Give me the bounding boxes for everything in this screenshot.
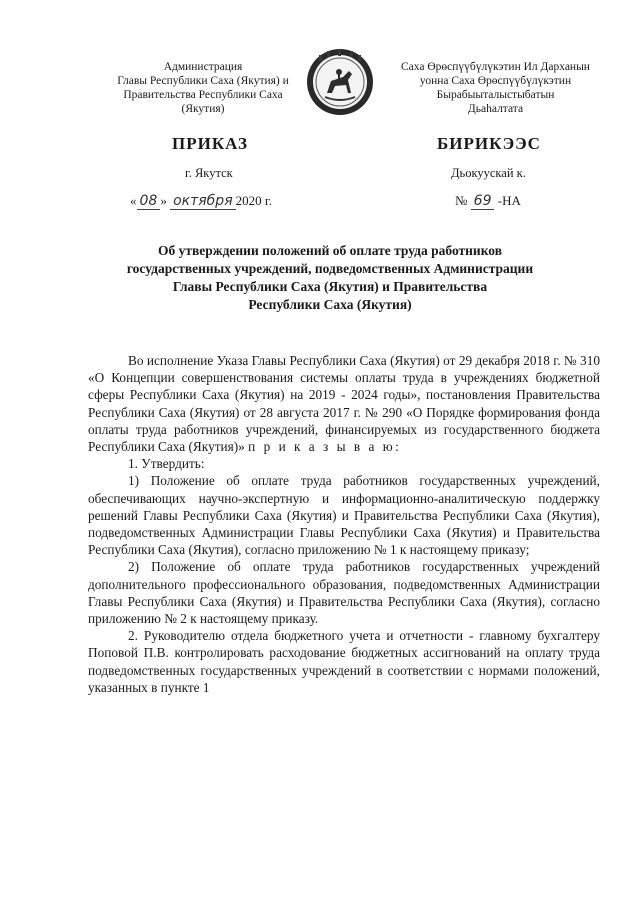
document-title (110, 242, 550, 314)
item-1-1: 1) Положение об оплате труда работников государственных учреждений, обеспечивающих научно-экспертную и информационно-аналитическую поддержку решений Главы Республики Саха (Якутия) и Правительства Республики Саха (Якутия), подведомственных Администрации Главы Республики Саха (Якутия) и Правительства Республики Саха (Якутия), согласно приложению № 1 к настоящему приказу; (88, 473, 600, 558)
header-org-sah-line: Саха Өрөспүүбүлүкэтин Ил Дарханын (401, 61, 590, 73)
header-org-ru-line: (Якутия) (181, 103, 225, 115)
emblem-icon (305, 47, 375, 117)
city-sah: Дьокуускай к. (451, 166, 526, 180)
date-day-handwritten: 08 (137, 193, 161, 210)
document-title-line: государственных учреждений, подведомственных Администрации (126, 261, 534, 276)
header-org-sah (388, 60, 603, 116)
date-month-handwritten: октября (170, 193, 236, 210)
document-body (88, 352, 600, 696)
header-org-ru (108, 60, 298, 116)
order-number (455, 193, 521, 210)
header-org-sah-line: уонна Саха Өрөспүүбүлүкэтин (419, 75, 572, 87)
item-2: 2. Руководителю отдела бюджетного учета и отчетности - главному бухгалтеру Поповой П.В. контролировать расходование бюджетных ассигнований на оплату труда подведомственных государственных учреждений в соответствии с нормами положений, указанных в пункте 1 (88, 628, 600, 695)
order-title-sah: БИРИКЭЭС (437, 134, 541, 153)
header-org-sah-line: Бырабыыталыстыбатын (436, 89, 555, 101)
date-year: 2020 г. (235, 193, 272, 208)
item-1-2: 2) Положение об оплате труда работников государственных учреждений дополнительного профессионального образования, подведомственных Администрации Главы Республики Саха (Якутия) и Правительства Республики Саха (Якутия), согласно приложению № 2 к настоящему приказу. (88, 559, 600, 627)
city-ru: г. Якутск (185, 166, 233, 180)
number-value-handwritten: 69 (471, 193, 495, 210)
order-date (130, 193, 272, 210)
preamble-paragraph (88, 352, 600, 455)
document-title-line: Республики Саха (Якутия) (248, 297, 412, 312)
directive-text: п р и к а з ы в а ю: (248, 439, 402, 455)
header-org-ru-line: Главы Республики Саха (Якутия) и (117, 75, 289, 87)
number-prefix: № (455, 193, 468, 208)
date-close-quote: » (160, 193, 167, 208)
header-org-sah-line: Дьаһалтата (467, 103, 524, 115)
order-title-ru: ПРИКАЗ (172, 134, 248, 153)
document-title-line: Главы Республики Саха (Якутия) и Правительства (172, 279, 488, 294)
item-1: 1. Утвердить: (128, 456, 205, 472)
date-open-quote: « (130, 193, 137, 208)
document-title-line: Об утверждении положений об оплате труда работников (157, 243, 503, 258)
header-org-ru-line: Правительства Республики Саха (123, 89, 283, 101)
number-suffix: -НА (497, 193, 521, 208)
preamble-text: Во исполнение Указа Главы Республики Саха (Якутия) от 29 декабря 2018 г. № 310 «О Концепции совершенствования системы оплаты труда в учреждениях бюджетной сферы Республики Саха (Якутия) на 2019 - 2024 годы», постановления Правительства Республики Саха (Якутия) от 28 августа 2017 г. № 290 «О Порядке формирования фонда оплаты труда работников учреждений, финансируемых из государственного бюджета Республики Саха (Якутия)» (88, 353, 600, 455)
header-org-ru-line: Администрация (163, 61, 243, 73)
